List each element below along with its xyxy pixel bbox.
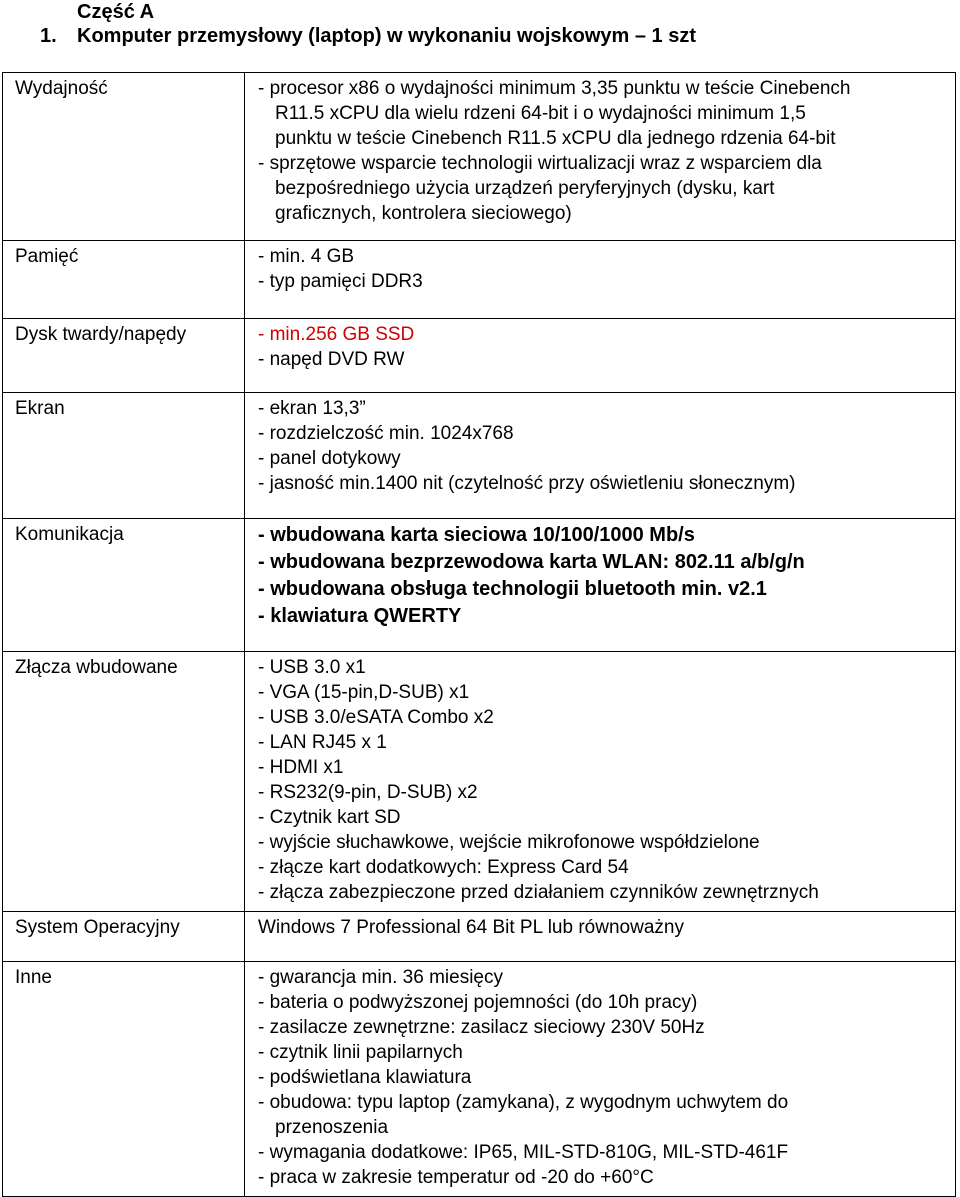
spec-value — [245, 912, 956, 962]
spec-value — [245, 319, 956, 393]
spec-line: - napęd DVD RW — [258, 349, 405, 370]
spec-value — [245, 519, 956, 652]
spec-line: - jasność min.1400 nit (czytelność przy oświetleniu słonecznym) — [258, 473, 796, 494]
item-number: 1. — [40, 25, 57, 47]
ssd-prefix: - min. — [258, 324, 306, 345]
spec-line: przenoszenia — [275, 1117, 389, 1138]
spec-line: - USB 3.0/eSATA Combo x2 — [258, 707, 494, 728]
spec-line: - panel dotykowy — [258, 448, 401, 469]
spec-row-wydajnosc — [3, 73, 956, 241]
item-title: Komputer przemysłowy (laptop) w wykonaniu wojskowym – 1 szt — [77, 25, 697, 47]
spec-value — [245, 652, 956, 912]
spec-line: - RS232(9-pin, D-SUB) x2 — [258, 782, 478, 803]
spec-label: Pamięć — [3, 241, 245, 319]
spec-line: bezpośredniego użycia urządzeń peryferyjnych (dysku, kart — [275, 178, 775, 199]
spec-row-inne — [3, 962, 956, 1197]
part-title: Część A — [77, 1, 155, 23]
spec-label: Ekran — [3, 393, 245, 519]
spec-line: punktu w teście Cinebench R11.5 xCPU dla jednego rdzenia 64-bit — [275, 128, 836, 149]
ssd-capacity: 256 GB SSD — [305, 324, 415, 345]
spec-label: Inne — [3, 962, 245, 1197]
spec-line: - wbudowana obsługa technologii bluetooth min. v2.1 — [258, 578, 767, 600]
spec-row-komunikacja — [3, 519, 956, 652]
spec-line: - praca w zakresie temperatur od -20 do +60°C — [258, 1167, 654, 1188]
spec-line: - rozdzielczość min. 1024x768 — [258, 423, 514, 444]
spec-line: R11.5 xCPU dla wielu rdzeni 64-bit i o wydajności minimum 1,5 — [275, 103, 806, 124]
spec-line: - USB 3.0 x1 — [258, 657, 366, 678]
spec-line: - czytnik linii papilarnych — [258, 1042, 463, 1063]
spec-line: - typ pamięci DDR3 — [258, 271, 423, 292]
spec-label: Wydajność — [3, 73, 245, 241]
spec-line: - LAN RJ45 x 1 — [258, 732, 387, 753]
spec-line: - obudowa: typu laptop (zamykana), z wygodnym uchwytem do — [258, 1092, 789, 1113]
spec-label: Dysk twardy/napędy — [3, 319, 245, 393]
spec-value — [245, 241, 956, 319]
spec-line: - wbudowana karta sieciowa 10/100/1000 Mb/s — [258, 524, 695, 546]
spec-line: - złącze kart dodatkowych: Express Card 54 — [258, 857, 629, 878]
spec-line: - klawiatura QWERTY — [258, 605, 462, 627]
spec-line: - Czytnik kart SD — [258, 807, 401, 828]
spec-line: Windows 7 Professional 64 Bit PL lub równoważny — [258, 917, 684, 938]
spec-line: graficznych, kontrolera sieciowego) — [275, 203, 572, 224]
spec-row-ekran — [3, 393, 956, 519]
spec-row-system — [3, 912, 956, 962]
spec-line — [258, 322, 945, 347]
spec-line: - sprzętowe wsparcie technologii wirtualizacji wraz z wsparciem dla — [258, 153, 822, 174]
spec-line: - procesor x86 o wydajności minimum 3,35 punktu w teście Cinebench — [258, 78, 851, 99]
spec-line: - podświetlana klawiatura — [258, 1067, 472, 1088]
spec-line: - wymagania dodatkowe: IP65, MIL-STD-810G, MIL-STD-461F — [258, 1142, 789, 1163]
spec-line: - VGA (15-pin,D-SUB) x1 — [258, 682, 470, 703]
spec-line: - HDMI x1 — [258, 757, 344, 778]
spec-label: System Operacyjny — [3, 912, 245, 962]
spec-row-pamiec — [3, 241, 956, 319]
spec-row-dysk — [3, 319, 956, 393]
spec-line: - ekran 13,3” — [258, 398, 366, 419]
spec-line: - wyjście słuchawkowe, wejście mikrofonowe współdzielone — [258, 832, 760, 853]
spec-line: - bateria o podwyższonej pojemności (do 10h pracy) — [258, 992, 698, 1013]
spec-line: - min. 4 GB — [258, 246, 355, 267]
spec-label: Złącza wbudowane — [3, 652, 245, 912]
spec-value — [245, 73, 956, 241]
spec-line: - zasilacze zewnętrzne: zasilacz sieciowy 230V 50Hz — [258, 1017, 705, 1038]
spec-row-zlacza — [3, 652, 956, 912]
spec-value — [245, 393, 956, 519]
spec-line: - wbudowana bezprzewodowa karta WLAN: 802.11 a/b/g/n — [258, 551, 805, 573]
spec-value — [245, 962, 956, 1197]
spec-label: Komunikacja — [3, 519, 245, 652]
item-heading — [40, 24, 696, 48]
spec-table — [2, 72, 956, 1197]
spec-line: - złącza zabezpieczone przed działaniem czynników zewnętrznych — [258, 882, 819, 903]
spec-line: - gwarancja min. 36 miesięcy — [258, 967, 503, 988]
